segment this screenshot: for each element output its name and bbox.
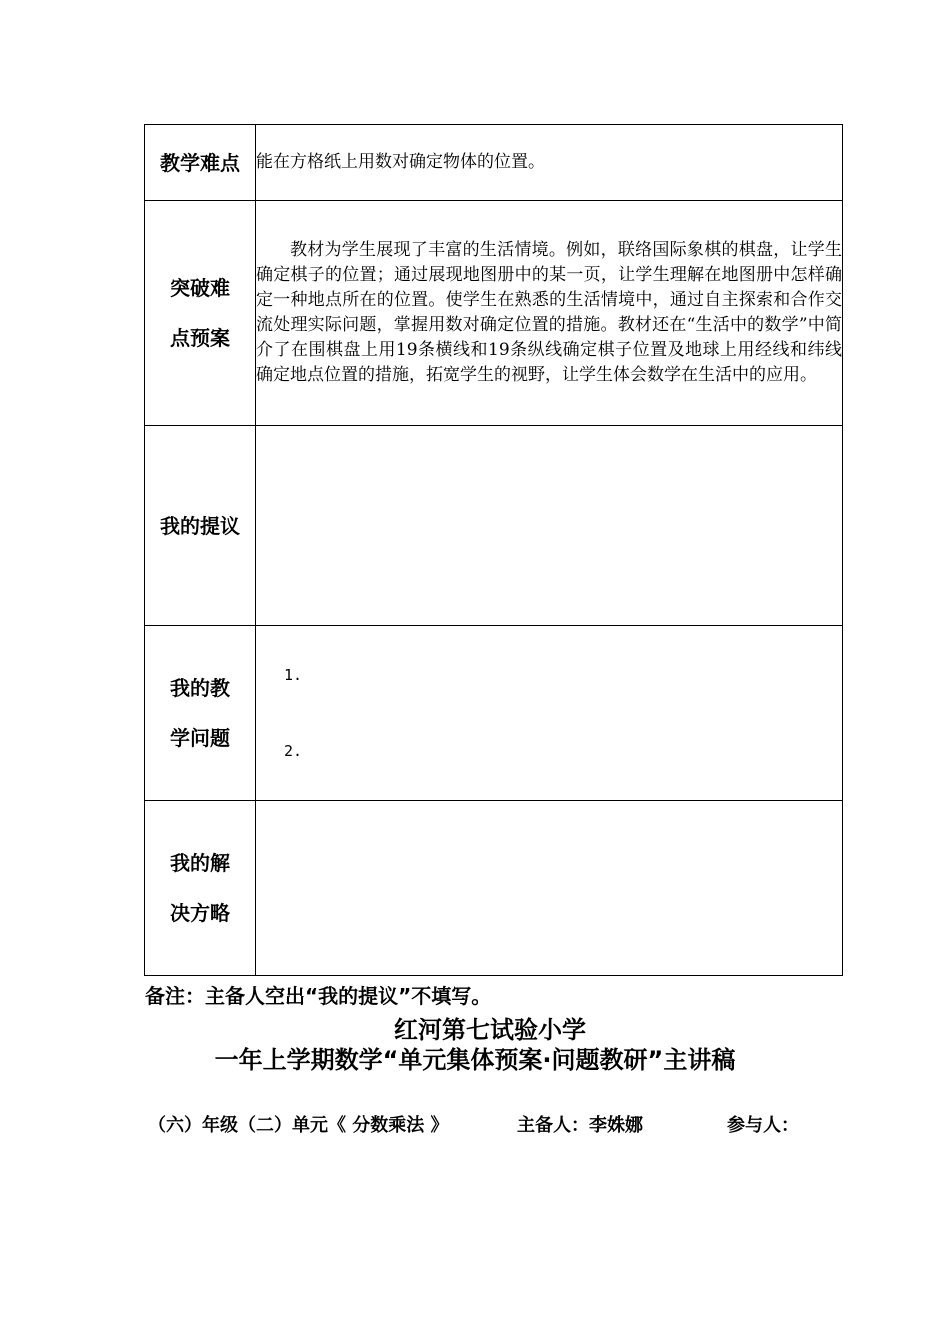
table-row-suggestion (145, 426, 843, 626)
breakthrough-label-line1: 突破难 (170, 276, 230, 300)
table-row-questions (145, 626, 843, 801)
questions-label-line1: 我的教 (170, 676, 230, 700)
row-content-questions (256, 626, 843, 801)
school-name: 红河第七试验小学 (394, 1016, 586, 1044)
unit-info: （六）年级（二）单元《 分数乘法 》 (148, 1115, 449, 1136)
row-label-solutions (145, 801, 256, 976)
row-label-breakthrough (145, 201, 256, 426)
row-content-breakthrough (256, 201, 843, 426)
row-label-suggestion (145, 426, 256, 626)
breakthrough-text: 教材为学生展现了丰富的生活情境。例如，联络国际象棋的棋盘，让学生确定棋子的位置；通过展现地图册中的某一页，让学生理解在地图册中怎样确定一种地点所在的位置。使学生在熟悉的生活情境中，通过自主探索和合作交流处理实际问题，掌握用数对确定位置的措施。教材还在“生活中的数学”中简介了在围棋盘上用19条横线和19条纵线确定棋子位置及地球上用经线和纬线确定地点位置的措施，拓宽学生的视野，让学生体会数学在生活中的应用。 (256, 240, 842, 385)
row-content-suggestion (256, 426, 843, 626)
suggestion-label: 我的提议 (160, 513, 240, 538)
document-title: 一年上学期数学“单元集体预案·问题教研”主讲稿 (214, 1046, 736, 1074)
solutions-label-line1: 我的解 (170, 851, 230, 875)
row-content-difficulty (256, 125, 843, 201)
table-row-difficulty (145, 125, 843, 201)
breakthrough-label-line2: 点预案 (170, 326, 230, 350)
row-label-questions (145, 626, 256, 801)
lesson-plan-table (144, 124, 843, 976)
difficulty-text: 能在方格纸上用数对确定物体的位置。 (256, 152, 545, 172)
row-content-solutions (256, 801, 843, 976)
question-item-1: 1. (284, 666, 303, 684)
row-label-difficulty (145, 125, 256, 201)
solutions-label-line2: 决方略 (170, 901, 230, 925)
table-row-breakthrough (145, 201, 843, 426)
preparer-info: 主备人：李姝娜 (517, 1115, 643, 1136)
difficulty-label: 教学难点 (160, 150, 240, 175)
participants-info: 参与人： (727, 1115, 799, 1136)
remark-note: 备注：主备人空出“我的提议”不填写。 (145, 984, 492, 1008)
questions-label-line2: 学问题 (170, 726, 230, 750)
question-item-2: 2. (284, 742, 303, 760)
table-row-solutions (145, 801, 843, 976)
